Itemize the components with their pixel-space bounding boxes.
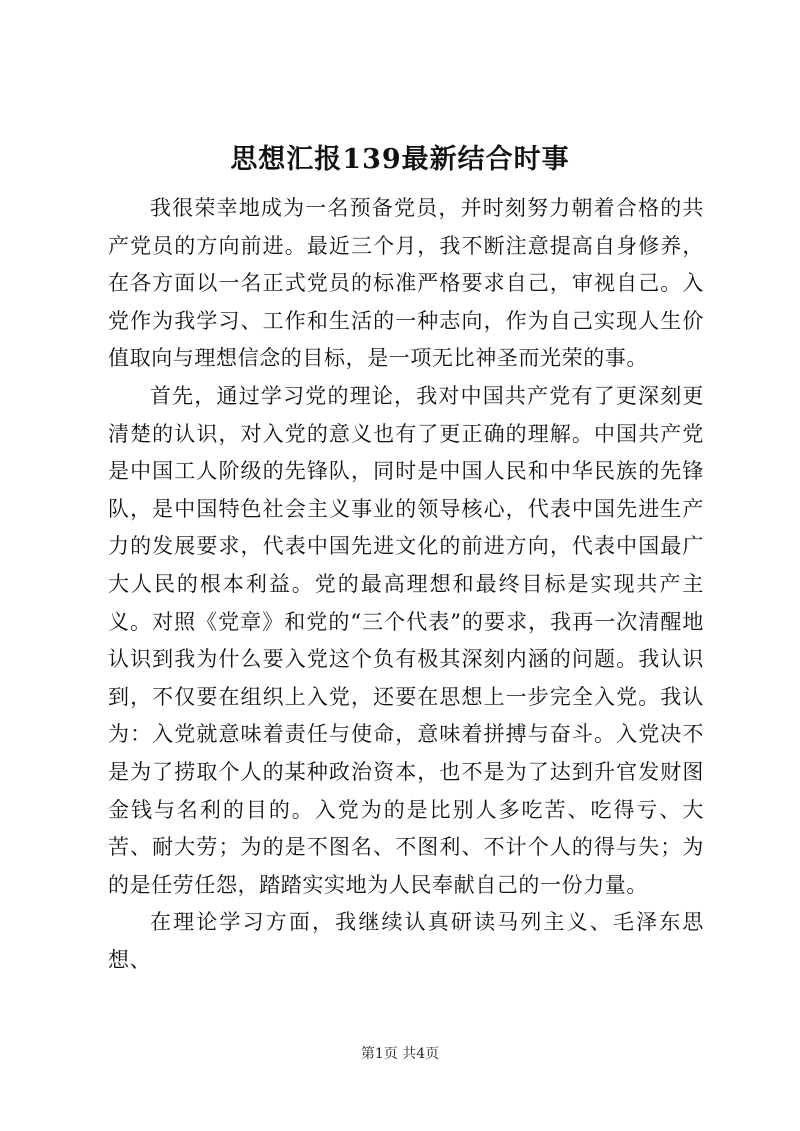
document-body	[108, 190, 704, 979]
paragraph-2: 首先，通过学习党的理论，我对中国共产党有了更深刻更清楚的认识，对入党的意义也有了更正确的理解。中国共产党是中国工人阶级的先锋队，同时是中国人民和中华民族的先锋队，是中国特色社会主义事业的领导核心，代表中国先进生产力的发展要求，代表中国先进文化的前进方向，代表中国最广大人民的根本利益。党的最高理想和最终目标是实现共产主义。对照《党章》和党的“三个代表”的要求，我再一次清醒地认识到我为什么要入党这个负有极其深刻内涵的问题。我认识到，不仅要在组织上入党，还要在思想上一步完全入党。我认为：入党就意味着责任与使命，意味着拼搏与奋斗。入党决不是为了捞取个人的某种政治资本，也不是为了达到升官发财图金钱与名利的目的。入党为的是比别人多吃苦、吃得亏、大苦、耐大劳；为的是不图名、不图利、不计个人的得与失；为的是任劳任怨，踏踏实实地为人民奉献自己的一份力量。	[108, 383, 704, 897]
document-title: 思想汇报139最新结合时事	[230, 144, 570, 175]
paragraph-3: 在理论学习方面，我继续认真研读马列主义、毛泽东思想、	[108, 910, 704, 972]
page-footer: 第1页 共4页	[360, 1046, 440, 1062]
paragraph-1: 我很荣幸地成为一名预备党员，并时刻努力朝着合格的共产党员的方向前进。最近三个月，我不断注意提高自身修养，在各方面以一名正式党员的标准严格要求自己，审视自己。入党作为我学习、工作和生活的一种志向，作为自己实现人生价值取向与理想信念的目标，是一项无比神圣而光荣的事。	[108, 196, 704, 371]
